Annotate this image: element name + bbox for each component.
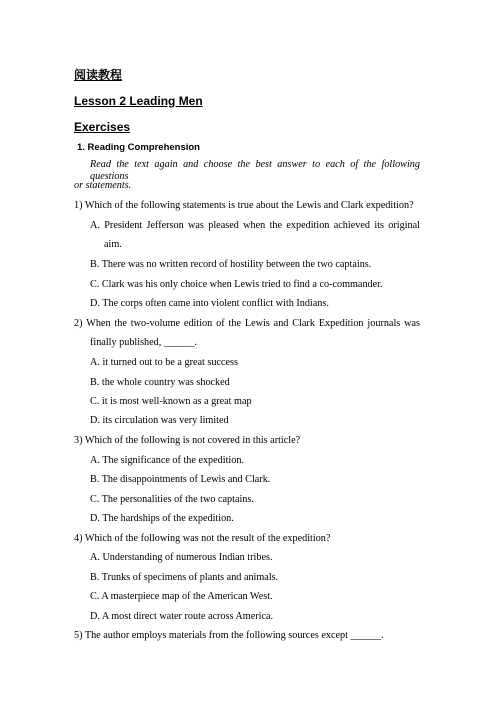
answer-option-continued: aim. — [104, 239, 122, 250]
exercises-heading: Exercises — [74, 120, 131, 134]
instruction-line: Read the text again and choose the best answer to each of the following questions — [90, 159, 420, 182]
answer-option: B. The disappointments of Lewis and Clark. — [90, 474, 271, 485]
answer-option: A. President Jefferson was pleased when the expedition achieved its original — [90, 220, 420, 231]
instruction-line: or statements. — [74, 180, 132, 191]
question-stem: 2) When the two-volume edition of the Lewis and Clark Expedition journals was — [74, 318, 420, 329]
answer-option: B. the whole country was shocked — [90, 377, 230, 388]
answer-option: C. A masterpiece map of the American West. — [90, 591, 273, 602]
question-stem: 1) Which of the following statements is true about the Lewis and Clark expedition? — [74, 200, 414, 211]
question-stem: 4) Which of the following was not the result of the expedition? — [74, 533, 331, 544]
question-stem: 3) Which of the following is not covered in this article? — [74, 435, 301, 446]
lesson-heading: Lesson 2 Leading Men — [74, 94, 203, 108]
course-heading: 阅读教程 — [74, 68, 123, 82]
section-title: 1. Reading Comprehension — [77, 142, 200, 153]
answer-option: C. The personalities of the two captains. — [90, 494, 254, 505]
answer-option: B. There was no written record of hostility between the two captains. — [90, 259, 372, 270]
answer-option: C. it is most well-known as a great map — [90, 396, 252, 407]
answer-option: D. A most direct water route across America. — [90, 611, 274, 622]
question-stem-continued: finally published, ______. — [90, 337, 197, 348]
answer-option: C. Clark was his only choice when Lewis tried to find a co-commander. — [90, 279, 383, 290]
answer-option: D. The corps often came into violent conflict with Indians. — [90, 298, 329, 309]
answer-option: B. Trunks of specimens of plants and animals. — [90, 572, 279, 583]
question-stem: 5) The author employs materials from the following sources except ______. — [74, 630, 384, 641]
answer-option: A. Understanding of numerous Indian tribes. — [90, 552, 273, 563]
answer-option: A. The significance of the expedition. — [90, 455, 244, 466]
answer-option: D. The hardships of the expedition. — [90, 513, 234, 524]
answer-option: A. it turned out to be a great success — [90, 357, 238, 368]
answer-option: D. its circulation was very limited — [90, 415, 229, 426]
